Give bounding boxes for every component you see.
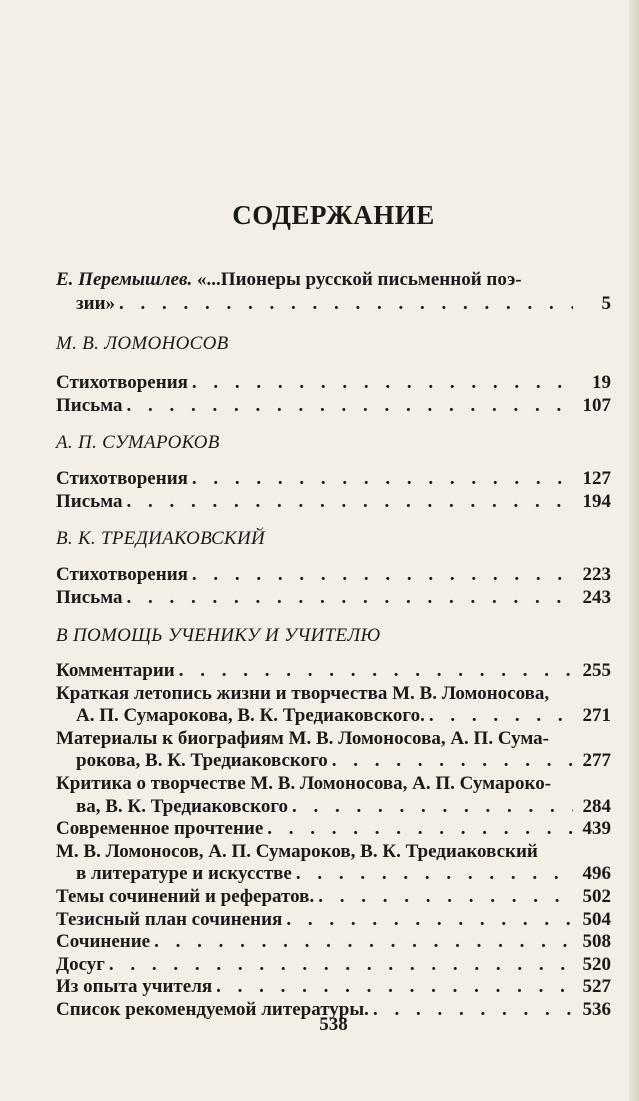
leader-dots bbox=[192, 372, 573, 395]
leader-dots bbox=[109, 954, 573, 977]
toc-entry bbox=[56, 395, 611, 418]
entry-page: 496 bbox=[582, 863, 611, 885]
leader-dots bbox=[216, 976, 573, 999]
entry-label: Сочинение bbox=[56, 931, 151, 953]
entry-page: 504 bbox=[582, 908, 611, 930]
toc-entry bbox=[56, 976, 611, 999]
entry-page: 107 bbox=[582, 394, 611, 416]
entry-page: 223 bbox=[582, 564, 611, 585]
entry-label: Современное прочтение bbox=[56, 818, 264, 840]
entry-label: А. П. Сумарокова, В. К. Тредиаковского. bbox=[76, 705, 425, 727]
leader-dots bbox=[192, 468, 573, 491]
entry-label: Стихотворения bbox=[56, 372, 188, 393]
entry-label: Стихотворения bbox=[56, 564, 188, 585]
entry-label: ва, В. К. Тредиаковского bbox=[76, 795, 288, 817]
entry-line: Краткая летопись жизни и творчества М. В. Ломоносова, bbox=[56, 682, 550, 704]
entry-line: М. В. Ломоносов, А. П. Сумароков, В. К. Тредиаковский bbox=[56, 840, 538, 862]
leader-dots bbox=[154, 931, 573, 954]
entry-label: Список рекомендуемой литературы. bbox=[56, 998, 369, 1020]
toc-entry bbox=[56, 587, 611, 610]
entry-label: Письма bbox=[56, 394, 123, 416]
entry-page: 277 bbox=[582, 750, 611, 772]
intro-row bbox=[56, 292, 611, 316]
leader-dots bbox=[318, 886, 573, 909]
section-trediakovsky bbox=[56, 564, 611, 609]
leader-dots bbox=[292, 796, 573, 819]
entry-label: Тезисный план сочинения bbox=[56, 908, 283, 930]
entry-label: Письма bbox=[56, 490, 123, 512]
entry-page: 194 bbox=[582, 490, 611, 512]
section-help bbox=[56, 660, 611, 1022]
entry-line: Материалы к биографиям М. В. Ломоносова, А. П. Сума- bbox=[56, 727, 549, 749]
toc-entry bbox=[56, 372, 611, 395]
entry-page: 284 bbox=[582, 795, 611, 817]
entry-label: Из опыта учителя bbox=[56, 976, 213, 998]
entry-label: рокова, В. К. Тредиаковского bbox=[76, 750, 328, 772]
leader-dots bbox=[119, 292, 573, 316]
entry-page: 508 bbox=[582, 931, 611, 953]
entry-label: Досуг bbox=[56, 953, 105, 975]
intro-title-line2: зии» bbox=[76, 293, 116, 314]
toc-entry bbox=[56, 660, 611, 683]
entry-page: 127 bbox=[582, 468, 611, 489]
leader-dots bbox=[332, 750, 573, 773]
toc-entry bbox=[56, 886, 611, 909]
entry-label: Комментарии bbox=[56, 660, 175, 681]
leader-dots bbox=[179, 660, 573, 683]
entry-label: Темы сочинений и рефератов. bbox=[56, 885, 315, 907]
intro-title-line1: «...Пионеры русской письменной поэ- bbox=[197, 269, 522, 290]
leader-dots bbox=[429, 705, 573, 728]
entry-label: в литературе и искусстве bbox=[76, 863, 292, 885]
section-lomonosov bbox=[56, 372, 611, 417]
leader-dots bbox=[192, 564, 573, 587]
section-sumarokov bbox=[56, 468, 611, 513]
entry-label: Письма bbox=[56, 586, 123, 608]
intro-author: Е. Перемышлев. bbox=[56, 269, 193, 290]
entry-page: 19 bbox=[592, 372, 611, 393]
toc-entry bbox=[56, 954, 611, 977]
entry-page: 439 bbox=[582, 818, 611, 840]
page-title: СОДЕРЖАНИЕ bbox=[232, 200, 435, 230]
intro-entry bbox=[56, 268, 611, 316]
leader-dots bbox=[286, 909, 573, 932]
entry-page: 271 bbox=[582, 705, 611, 727]
entry-page: 502 bbox=[582, 885, 611, 907]
toc-entry bbox=[56, 931, 611, 954]
toc-entry bbox=[56, 491, 611, 514]
page-edge-shadow bbox=[629, 0, 639, 1101]
toc-entry bbox=[56, 796, 611, 819]
toc-entry bbox=[56, 863, 611, 886]
toc-entry bbox=[56, 468, 611, 491]
section-heading-trediakovsky: В. К. ТРЕДИАКОВСКИЙ bbox=[56, 528, 266, 549]
leader-dots bbox=[127, 587, 573, 610]
entry-page: 527 bbox=[582, 976, 611, 998]
toc-entry bbox=[56, 564, 611, 587]
leader-dots bbox=[296, 863, 573, 886]
toc-entry bbox=[56, 818, 611, 841]
entry-line: Критика о творчестве М. В. Ломоносова, А. П. Сумароко- bbox=[56, 772, 552, 794]
page-number: 538 bbox=[319, 1014, 348, 1035]
section-heading-sumarokov: А. П. СУМАРОКОВ bbox=[56, 432, 220, 453]
leader-dots bbox=[127, 395, 573, 418]
section-heading-lomonosov: М. В. ЛОМОНОСОВ bbox=[56, 333, 229, 354]
toc-entry bbox=[56, 909, 611, 932]
leader-dots bbox=[267, 818, 573, 841]
toc-entry bbox=[56, 750, 611, 773]
intro-page: 5 bbox=[601, 293, 611, 314]
section-heading-help: В ПОМОЩЬ УЧЕНИКУ И УЧИТЕЛЮ bbox=[56, 625, 381, 646]
entry-page: 243 bbox=[582, 586, 611, 608]
leader-dots bbox=[127, 491, 573, 514]
entry-page: 520 bbox=[582, 953, 611, 975]
toc-entry bbox=[56, 705, 611, 728]
entry-page: 536 bbox=[582, 998, 611, 1020]
entry-page: 255 bbox=[582, 660, 611, 681]
entry-label: Стихотворения bbox=[56, 468, 188, 489]
